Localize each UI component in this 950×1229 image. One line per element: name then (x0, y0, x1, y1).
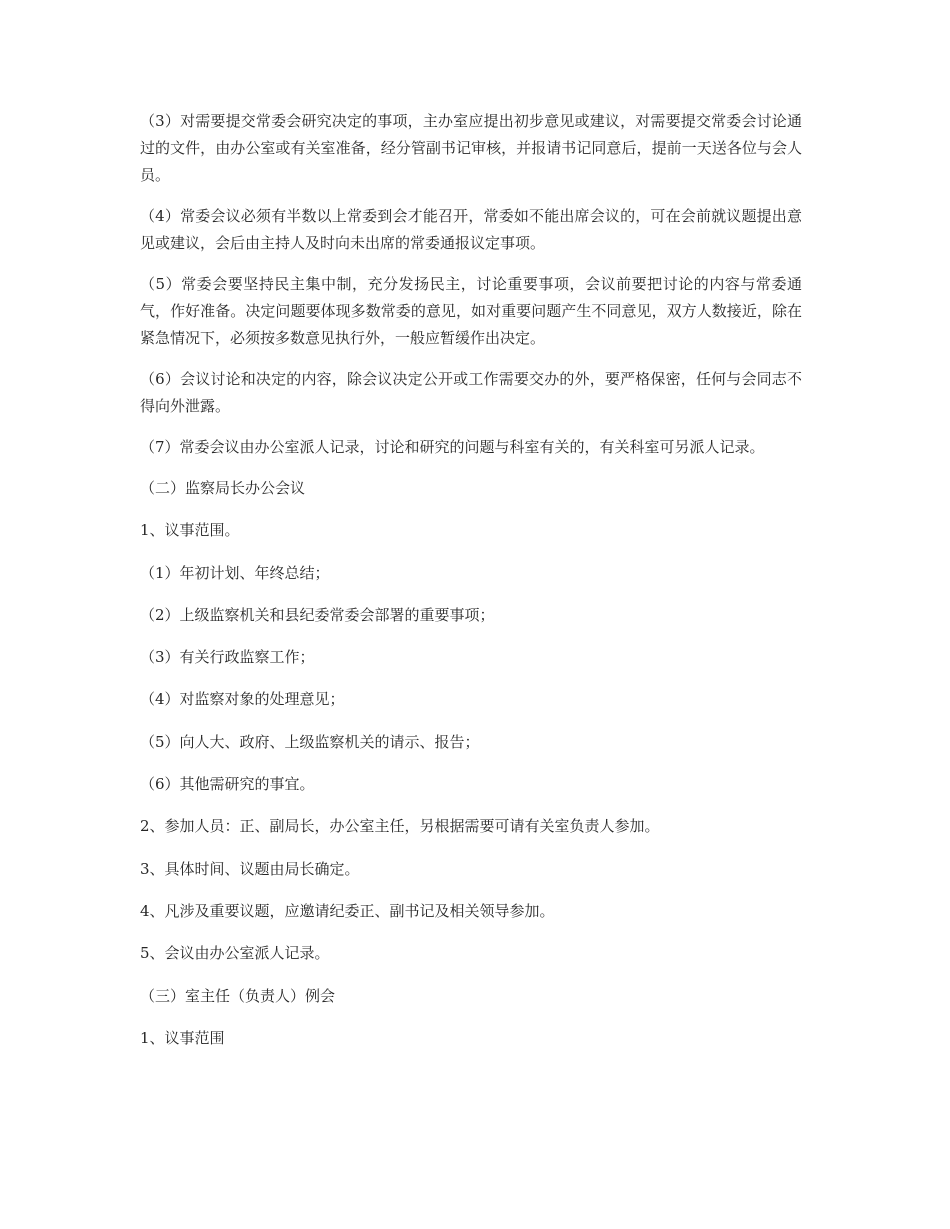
document-page (140, 108, 802, 1067)
section-heading-director-meeting: （二）监察局长办公会议 (140, 479, 306, 497)
paragraph-5: （5）常委会要坚持民主集中制，充分发扬民主，讨论重要事项，会议前要把讨论的内容与常委通气，作好准备。决定问题要体现多数常委的意见，如对重要问题产生不同意见，双方人数接近，除在紧急情况下，必须按多数意见执行外，一般应暂缓作出决定。 (140, 275, 802, 347)
list-item: （6）其他需研究的事宜。 (140, 775, 315, 794)
list-item: （4）对监察对象的处理意见； (140, 690, 345, 709)
list-item: 3、具体时间、议题由局长确定。 (140, 859, 360, 878)
list-item: 5、会议由办公室派人记录。 (140, 944, 330, 963)
paragraph-4: （4）常委会议必须有半数以上常委到会才能召开，常委如不能出席会议的，可在会前就议题提出意见或建议，会后由主持人及时向未出席的常委通报议定事项。 (140, 207, 802, 252)
list-item: （5）向人大、政府、上级监察机关的请示、报告； (140, 732, 480, 751)
paragraph-6: （6）会议讨论和决定的内容，除会议决定公开或工作需要交办的外，要严格保密，任何与会同志不得向外泄露。 (140, 370, 802, 415)
list-item: 1、议事范围 (140, 1028, 225, 1047)
paragraph-7: （7）常委会议由办公室派人记录，讨论和研究的问题与科室有关的，有关科室可另派人记录。 (140, 438, 765, 456)
list-item: （1）年初计划、年终总结； (140, 563, 330, 582)
list-item: （2）上级监察机关和县纪委常委会部署的重要事项； (140, 605, 495, 624)
list-item: 2、参加人员：正、副局长，办公室主任，另根据需要可请有关室负责人参加。 (140, 817, 660, 836)
list-item: 1、议事范围。 (140, 521, 240, 540)
paragraph-3: （3）对需要提交常委会研究决定的事项，主办室应提出初步意见或建议，对需要提交常委会讨论通过的文件，由办公室或有关室准备，经分管副书记审核，并报请书记同意后，提前一天送各位与会人员。 (140, 112, 802, 184)
section-heading-room-director-meeting: （三）室主任（负责人）例会 (140, 986, 336, 1005)
list-item: （3）有关行政监察工作； (140, 648, 315, 667)
list-item: 4、凡涉及重要议题，应邀请纪委正、副书记及相关领导参加。 (140, 901, 555, 920)
